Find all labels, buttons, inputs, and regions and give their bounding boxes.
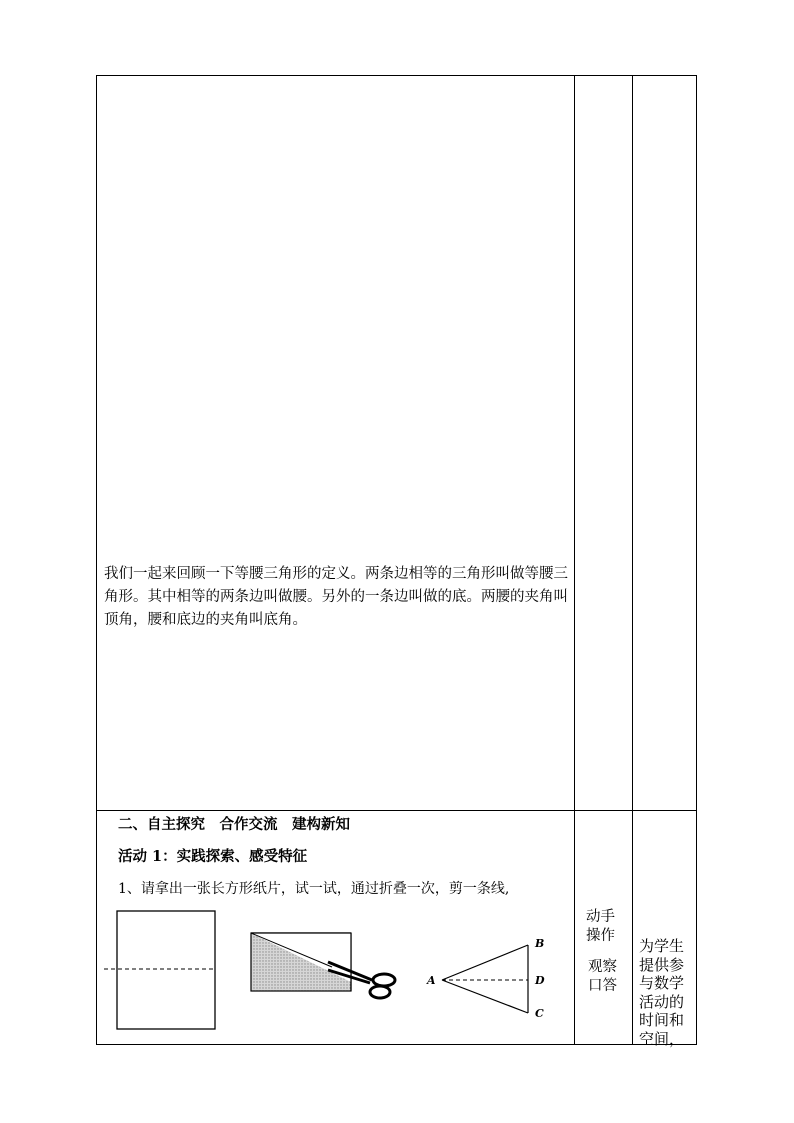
method-cell	[575, 76, 633, 811]
step-one-instruction: 1、请拿出一张长方形纸片，试一试，通过折叠一次，剪一条线,	[118, 881, 510, 897]
content-cell	[97, 76, 575, 811]
vertex-label-c: C	[535, 1007, 544, 1020]
table-row	[97, 76, 697, 811]
section-title: 二、自主探究 合作交流 建构新知	[118, 816, 350, 833]
method-hands-on: 动手操作	[586, 909, 615, 944]
purpose-cell	[633, 76, 697, 811]
vertex-label-d: D	[535, 974, 545, 987]
isosceles-definition-text: 我们一起来回顾一下等腰三角形的定义。两条边相等的三角形叫做等腰三角形。其中相等的两条边叫做腰。另外的一条边叫做的底。两腰的夹角叫顶角，腰和底边的夹角叫底角。	[104, 566, 568, 628]
paper-folding-figure	[100, 900, 570, 1035]
vertex-label-a: A	[427, 974, 436, 987]
activity-title: 活动 1：实践探索、感受特征	[118, 848, 308, 865]
cutting-paper-rectangle	[251, 933, 351, 991]
folded-paper-rectangle	[104, 911, 216, 1029]
isosceles-triangle	[442, 945, 528, 1013]
vertex-label-b: B	[535, 937, 545, 950]
method-observe-answer: 观察口答	[588, 959, 617, 994]
design-purpose-text: 为学生提供参与数学活动的时间和空间，	[639, 937, 685, 1048]
